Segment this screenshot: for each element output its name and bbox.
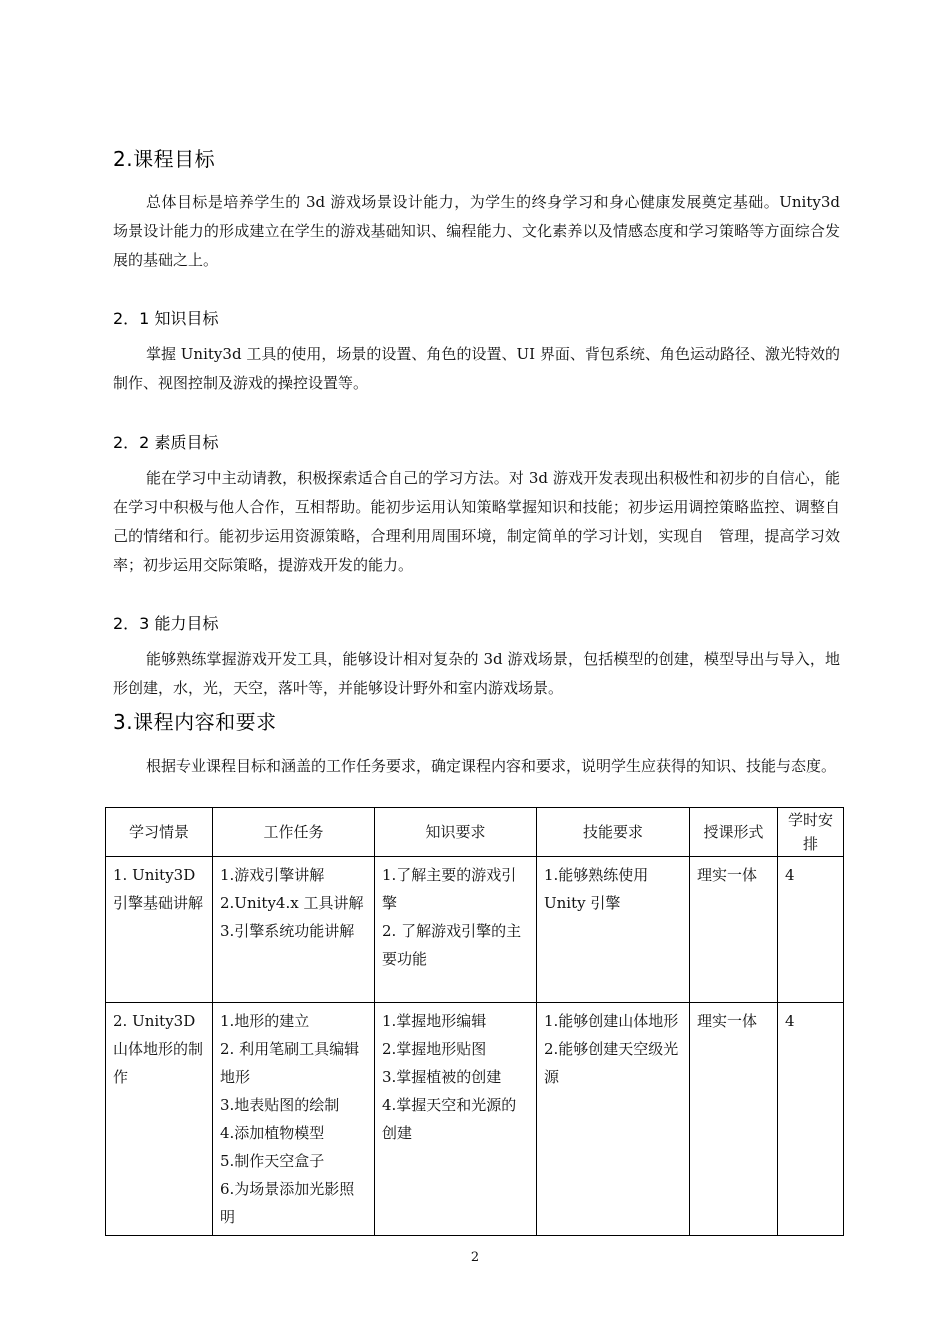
cell-hours: 4 (778, 1003, 844, 1236)
list-item: 2.Unity4.x 工具讲解 (220, 894, 364, 912)
list-item: 4.添加植物模型 (220, 1124, 325, 1142)
cell-tasks (213, 1003, 375, 1236)
cell-form: 理实一体 (690, 857, 778, 1003)
list-item: 1.掌握地形编辑 (382, 1012, 487, 1030)
list-item: 2.能够创建天空级光源 (544, 1040, 679, 1086)
cell-hours: 4 (778, 857, 844, 1003)
task-list (220, 1007, 367, 1231)
subsection-2-1-text: 掌握 Unity3d 工具的使用，场景的设置、角色的设置、UI 界面、背包系统、角色运动路径、激光特效的制作、视图控制及游戏的操控设置等。 (113, 345, 840, 392)
list-item: 1.能够创建山体地形 (544, 1012, 679, 1030)
cell-tasks (213, 857, 375, 1003)
table-body (106, 857, 844, 1236)
list-item: 1.地形的建立 (220, 1012, 310, 1030)
table-header-row (106, 808, 844, 857)
list-item: 5.制作天空盒子 (220, 1152, 325, 1170)
header-hours: 学时安排 (778, 808, 844, 857)
list-item: 6.为场景添加光影照明 (220, 1180, 355, 1226)
course-content-table (105, 807, 844, 1236)
cell-knowledge (375, 1003, 537, 1236)
skill-list (544, 861, 682, 917)
section-2-title: 2.课程目标 (113, 147, 216, 171)
knowledge-list (382, 861, 529, 973)
subsection-2-3-title: 2．3 能力目标 (113, 614, 219, 633)
header-form: 授课形式 (690, 808, 778, 857)
header-scenario: 学习情景 (106, 808, 213, 857)
skill-list (544, 1007, 682, 1091)
cell-knowledge (375, 857, 537, 1003)
list-item: 3.引擎系统功能讲解 (220, 922, 355, 940)
cell-form: 理实一体 (690, 1003, 778, 1236)
cell-skills (537, 857, 690, 1003)
table-row (106, 1003, 844, 1236)
list-item: 1.游戏引擎讲解 (220, 866, 325, 884)
list-item: 3.地表贴图的绘制 (220, 1096, 340, 1114)
subsection-2-2-text: 能在学习中主动请教，积极探索适合自己的学习方法。对 3d 游戏开发表现出积极性和初步的自信心，能在学习中积极与他人合作，互相帮助。能初步运用认知策略掌握知识和技能；初步运用调控策略监控、调整自己的情绪和行。能初步运用资源策略，合理利用周围环境，制定简单的学习计划，实现自 管理，提高学习效率；初步运用交际策略，提游戏开发的能力。 (113, 469, 840, 574)
section-3-title: 3.课程内容和要求 (113, 710, 277, 734)
subsection-2-1-title: 2．1 知识目标 (113, 309, 219, 328)
subsection-2-3-text: 能够熟练掌握游戏开发工具，能够设计相对复杂的 3d 游戏场景，包括模型的创建，模型导出与导入，地形创建，水，光，天空，落叶等，并能够设计野外和室内游戏场景。 (113, 650, 840, 697)
cell-scenario: 2. Unity3D 山体地形的制作 (106, 1003, 213, 1236)
header-task: 工作任务 (213, 808, 375, 857)
section-2-intro: 总体目标是培养学生的 3d 游戏场景设计能力，为学生的终身学习和身心健康发展奠定基础。Unity3d 场景设计能力的形成建立在学生的游戏基础知识、编程能力、文化素养以及情感态度和学习策略等方面综合发展的基础之上。 (113, 193, 840, 269)
list-item: 1.能够熟练使用 Unity 引擎 (544, 866, 649, 912)
table-row (106, 857, 844, 1003)
section-3-intro: 根据专业课程目标和涵盖的工作任务要求，确定课程内容和要求，说明学生应获得的知识、技能与态度。 (146, 757, 837, 775)
list-item: 3.掌握植被的创建 (382, 1068, 502, 1086)
header-skill: 技能要求 (537, 808, 690, 857)
list-item: 2.掌握地形贴图 (382, 1040, 487, 1058)
cell-skills (537, 1003, 690, 1236)
knowledge-list (382, 1007, 529, 1147)
subsection-2-2-title: 2．2 素质目标 (113, 433, 219, 452)
list-item: 2. 利用笔刷工具编辑地形 (220, 1040, 360, 1086)
task-list (220, 861, 367, 945)
header-knowledge: 知识要求 (375, 808, 537, 857)
page-number: 2 (470, 1250, 480, 1265)
list-item: 4.掌握天空和光源的创建 (382, 1096, 517, 1142)
list-item: 1.了解主要的游戏引擎 (382, 866, 517, 912)
cell-scenario: 1. Unity3D 引擎基础讲解 (106, 857, 213, 1003)
list-item: 2. 了解游戏引擎的主要功能 (382, 922, 522, 968)
